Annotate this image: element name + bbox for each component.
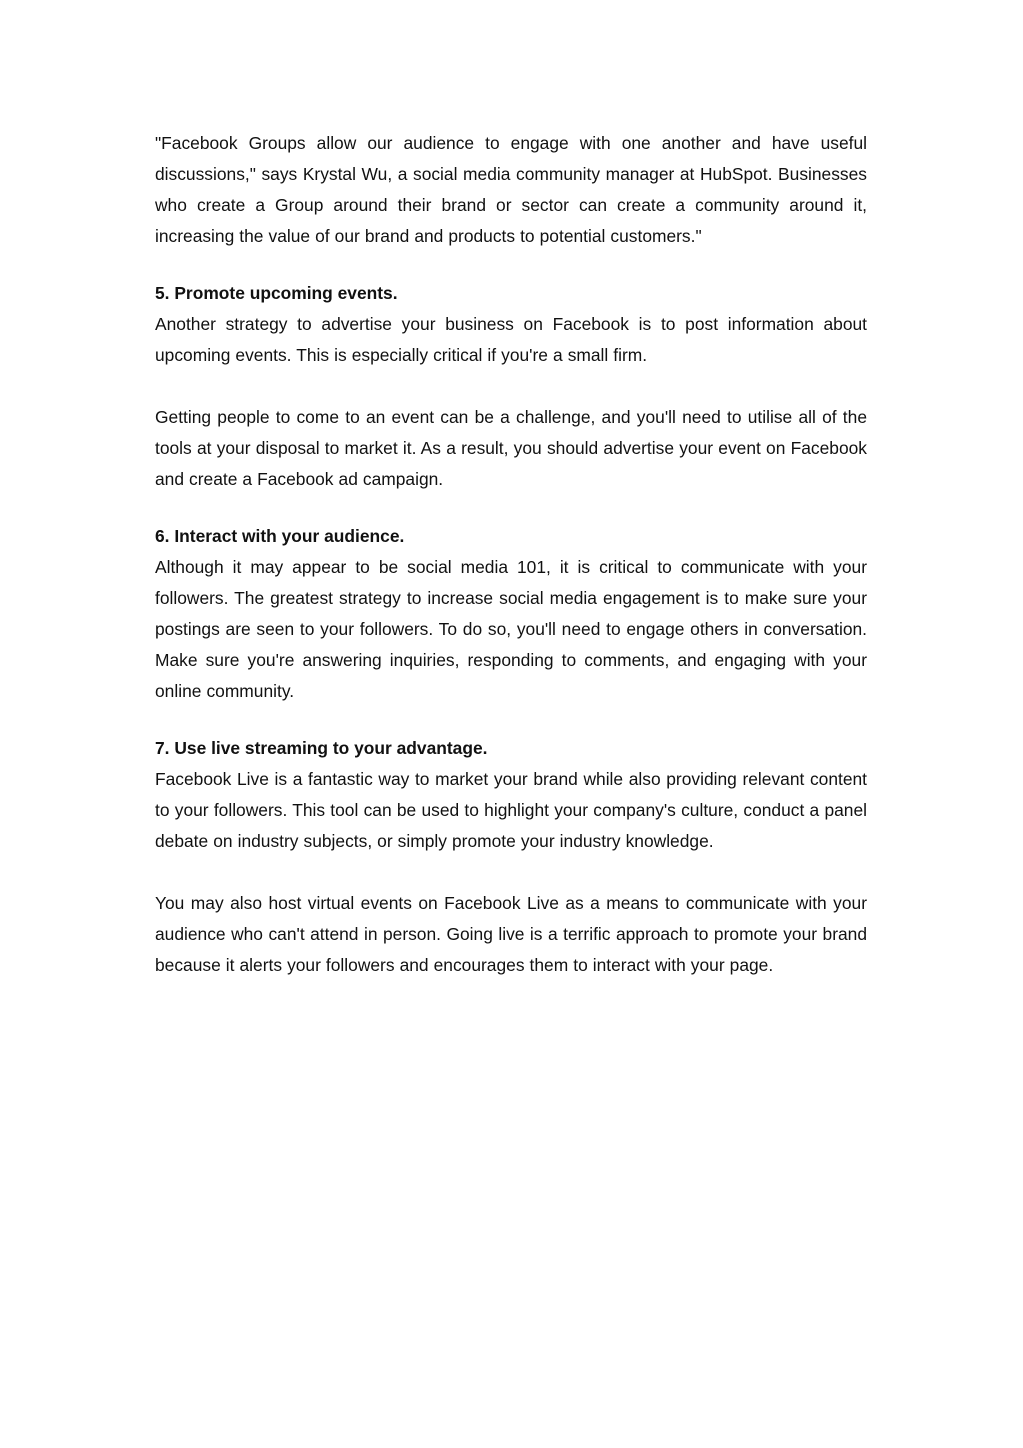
document-body — [155, 128, 867, 981]
section-heading-live-streaming: 7. Use live streaming to your advantage. — [155, 738, 488, 758]
section-paragraph: Although it may appear to be social media 101, it is critical to communicate with your followers. The greatest strategy to increase social media engagement is to make sure your postings are seen to your followers. To do so, you'll need to engage others in conversation. Make sure you're answering inquiries, responding to comments, and engaging with your online community. — [155, 557, 867, 701]
section-paragraph: Facebook Live is a fantastic way to market your brand while also providing relevant content to your followers. This tool can be used to highlight your company's culture, conduct a panel debate on industry subjects, or simply promote your industry knowledge. — [155, 769, 867, 851]
section-heading-interact-audience: 6. Interact with your audience. — [155, 526, 405, 546]
section-paragraph: Another strategy to advertise your business on Facebook is to post information about upcoming events. This is especially critical if you're a small firm. — [155, 314, 867, 365]
section-paragraph: You may also host virtual events on Facebook Live as a means to communicate with your audience who can't attend in person. Going live is a terrific approach to promote your brand because it alerts your followers and encourages them to interact with your page. — [155, 893, 867, 975]
intro-quote-paragraph: "Facebook Groups allow our audience to engage with one another and have useful discussions," says Krystal Wu, a social media community manager at HubSpot. Businesses who create a Group around their brand or sector can create a community around it, increasing the value of our brand and products to potential customers." — [155, 133, 867, 246]
section-paragraph: Getting people to come to an event can be a challenge, and you'll need to utilise all of the tools at your disposal to market it. As a result, you should advertise your event on Facebook and create a Facebook ad campaign. — [155, 407, 867, 489]
section-heading-promote-events: 5. Promote upcoming events. — [155, 283, 398, 303]
